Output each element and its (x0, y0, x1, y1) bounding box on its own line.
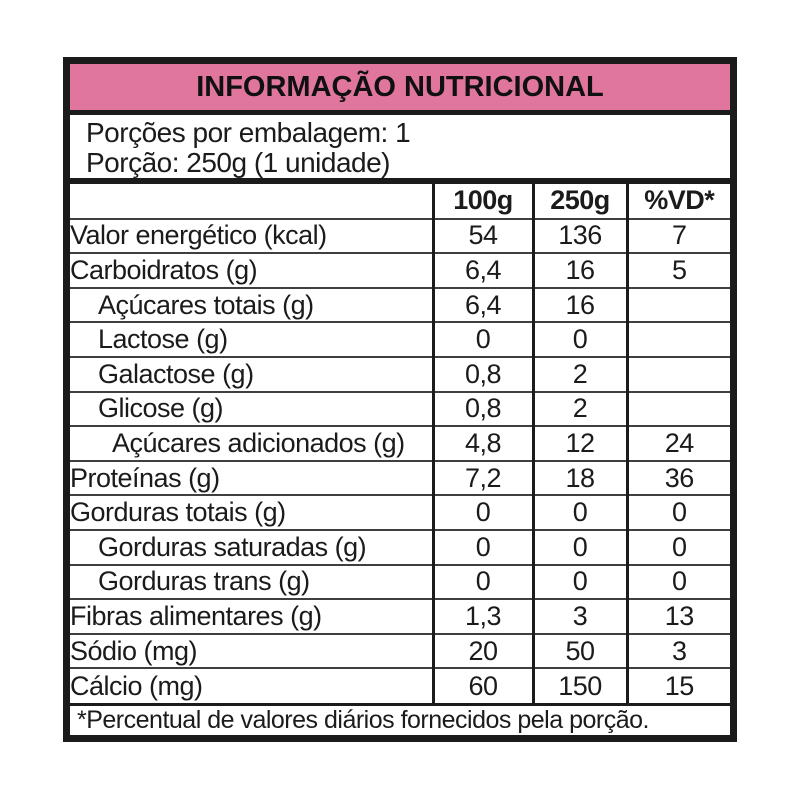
footnote: *Percentual de valores diários fornecidos pela porção. (70, 703, 730, 735)
column-header-250g: 250g (533, 184, 627, 219)
row-label: Fibras alimentares (g) (70, 599, 433, 634)
value-250g: 2 (533, 357, 627, 392)
value-vd: 0 (627, 530, 730, 565)
value-250g: 16 (533, 288, 627, 323)
value-vd: 36 (627, 461, 730, 496)
row-label: Galactose (g) (70, 357, 433, 392)
value-250g: 0 (533, 565, 627, 600)
value-250g: 50 (533, 634, 627, 669)
title-band (70, 64, 730, 115)
value-vd (627, 288, 730, 323)
table-row-sodio (70, 634, 730, 669)
value-vd: 15 (627, 668, 730, 703)
row-label: Açúcares totais (g) (70, 288, 433, 323)
value-100g: 6,4 (433, 288, 533, 323)
value-250g: 0 (533, 495, 627, 530)
value-vd: 5 (627, 253, 730, 288)
value-100g: 0 (433, 565, 533, 600)
value-vd: 3 (627, 634, 730, 669)
table-row-galactose (70, 357, 730, 392)
value-vd: 13 (627, 599, 730, 634)
value-vd (627, 322, 730, 357)
value-250g: 150 (533, 668, 627, 703)
value-vd: 0 (627, 565, 730, 600)
value-250g: 0 (533, 530, 627, 565)
table-row-fibras (70, 599, 730, 634)
nutrition-table-wrap (70, 184, 730, 703)
column-header-row (70, 184, 730, 219)
value-250g: 12 (533, 426, 627, 461)
column-header-empty (70, 184, 433, 219)
value-250g: 3 (533, 599, 627, 634)
row-label: Cálcio (mg) (70, 668, 433, 703)
value-vd (627, 357, 730, 392)
value-100g: 1,3 (433, 599, 533, 634)
value-100g: 6,4 (433, 253, 533, 288)
row-label: Lactose (g) (70, 322, 433, 357)
value-vd: 24 (627, 426, 730, 461)
row-label: Açúcares adicionados (g) (70, 426, 433, 461)
value-250g: 16 (533, 253, 627, 288)
value-250g: 0 (533, 322, 627, 357)
value-250g: 18 (533, 461, 627, 496)
column-header-vd: %VD* (627, 184, 730, 219)
value-100g: 0,8 (433, 357, 533, 392)
servings-per-package: Porções por embalagem: 1 (86, 117, 411, 148)
value-100g: 0 (433, 322, 533, 357)
row-label: Gorduras totais (g) (70, 495, 433, 530)
value-100g: 4,8 (433, 426, 533, 461)
table-row-acucares-adicionados (70, 426, 730, 461)
serving-size: Porção: 250g (1 unidade) (86, 147, 390, 178)
value-vd (627, 392, 730, 427)
value-100g: 60 (433, 668, 533, 703)
row-label: Sódio (mg) (70, 634, 433, 669)
portion-info (70, 115, 730, 184)
table-row-glicose (70, 392, 730, 427)
table-row-carboidratos (70, 253, 730, 288)
table-row-calcio (70, 668, 730, 703)
label-title: INFORMAÇÃO NUTRICIONAL (196, 70, 604, 103)
row-label: Carboidratos (g) (70, 253, 433, 288)
value-100g: 0 (433, 530, 533, 565)
table-row-gorduras-saturadas (70, 530, 730, 565)
nutrition-label (63, 57, 737, 742)
value-vd: 0 (627, 495, 730, 530)
value-vd: 7 (627, 219, 730, 254)
column-header-100g: 100g (433, 184, 533, 219)
table-row-gorduras-totais (70, 495, 730, 530)
value-250g: 2 (533, 392, 627, 427)
value-100g: 0,8 (433, 392, 533, 427)
row-label: Glicose (g) (70, 392, 433, 427)
row-label: Proteínas (g) (70, 461, 433, 496)
table-row-proteinas (70, 461, 730, 496)
row-label: Gorduras saturadas (g) (70, 530, 433, 565)
row-label: Gorduras trans (g) (70, 565, 433, 600)
row-label: Valor energético (kcal) (70, 219, 433, 254)
table-row-lactose (70, 322, 730, 357)
value-100g: 20 (433, 634, 533, 669)
table-row-energia (70, 219, 730, 254)
value-100g: 54 (433, 219, 533, 254)
value-100g: 7,2 (433, 461, 533, 496)
table-row-gorduras-trans (70, 565, 730, 600)
value-250g: 136 (533, 219, 627, 254)
table-row-acucares-totais (70, 288, 730, 323)
value-100g: 0 (433, 495, 533, 530)
nutrition-table (70, 184, 730, 703)
